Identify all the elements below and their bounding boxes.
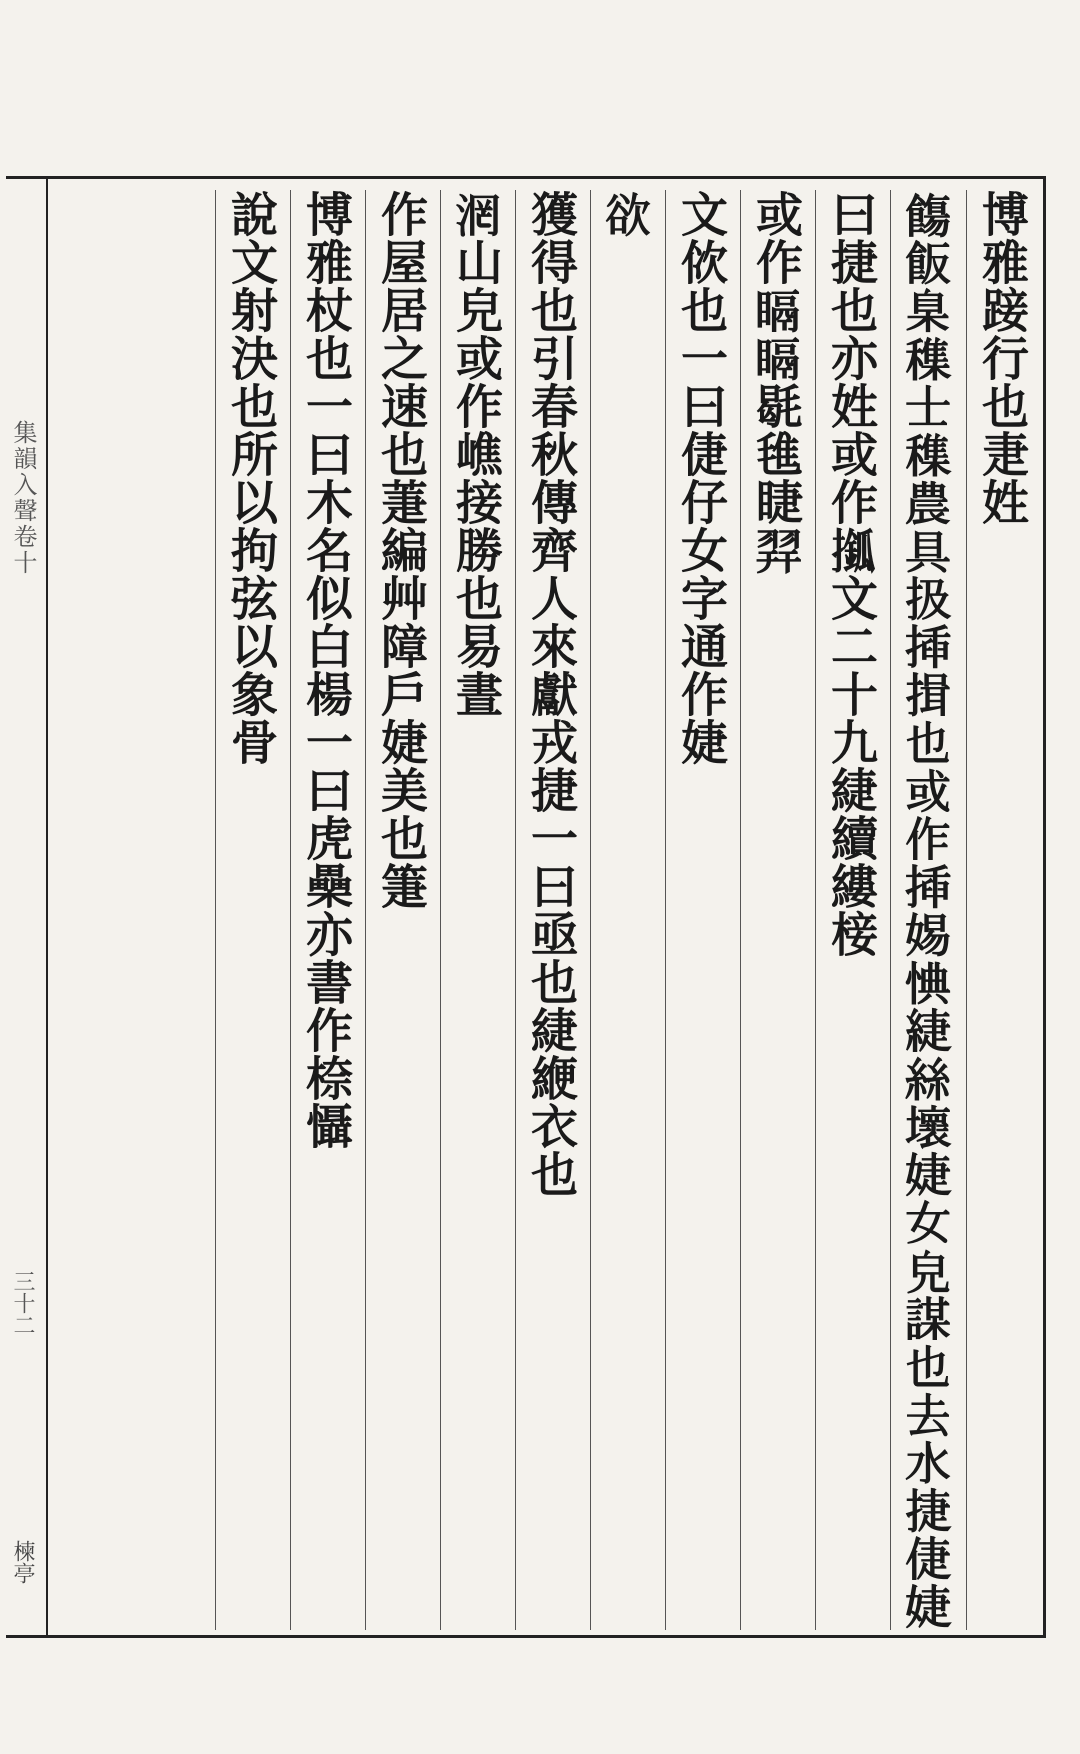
text-column-4	[740, 190, 812, 1630]
margin-studio-mark: 楝亭	[10, 1540, 35, 1584]
text-column-content: 欲	[598, 190, 653, 238]
text-column-content: 博雅踥行也疌姓	[974, 190, 1029, 526]
text-column-content: 文佽也一曰倢仔女字通作婕	[673, 190, 728, 766]
text-column-content: 獲得也引春秋傳齊人來獻戎捷一曰亟也緁緶衣也	[523, 190, 578, 1198]
text-column-10	[290, 190, 362, 1630]
text-column-11	[215, 190, 287, 1630]
text-column-1	[966, 190, 1038, 1630]
text-column-2	[890, 190, 962, 1630]
text-column-content: 或作𥉅𥉅毼㲝睫𦐧	[748, 190, 803, 574]
text-column-content: 𣶈山皃或作嶕接勝也易晝	[448, 190, 503, 718]
text-column-3	[815, 190, 887, 1630]
text-column-7	[515, 190, 587, 1630]
text-column-6	[590, 190, 662, 1630]
text-column-content: 博雅杖也一曰木名似白楊一曰虎櫐亦書作㮈懾	[298, 190, 353, 1150]
text-column-content: 𩞃飯臬穕士穕農具扱揷揖也或作揷㛫㥏緁絲壞婕女皃謀也去水捷倢婕	[898, 190, 953, 1630]
text-column-9	[365, 190, 437, 1630]
text-column-content: 說文射決也所以拘弦以象骨	[223, 190, 278, 766]
text-column-content: 作屋居之速也萐編艸障戶婕美也箑	[373, 190, 428, 910]
margin-book-title: 集韻入聲卷十	[9, 420, 37, 576]
text-column-8	[440, 190, 512, 1630]
text-column-content: 曰捷也亦姓或作𢶎文二十九緁續縷椄	[823, 190, 878, 958]
text-column-5	[665, 190, 737, 1630]
margin-strip	[0, 176, 48, 1638]
margin-folio-number: 三十二	[10, 1270, 35, 1336]
